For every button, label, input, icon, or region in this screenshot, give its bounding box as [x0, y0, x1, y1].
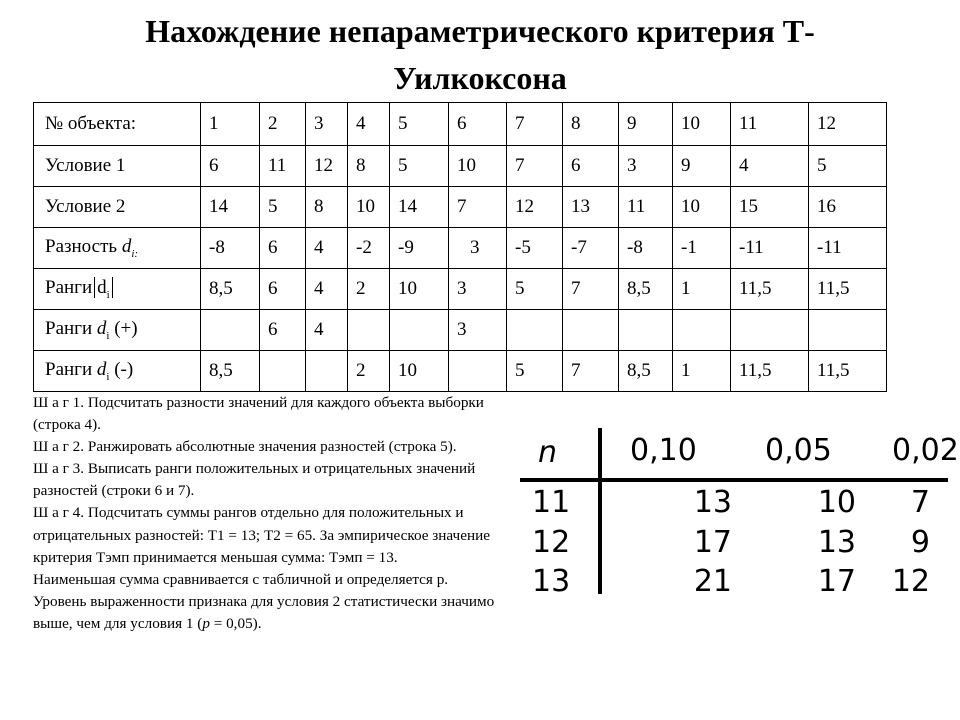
table-cell: 3	[449, 228, 507, 269]
table-cell: 7	[507, 146, 563, 187]
table-cell: 16	[809, 187, 887, 228]
table-cell: 7	[563, 351, 619, 392]
row-label-text: Условие 1	[45, 155, 126, 176]
step-text: Наименьшая сумма сравнивается с табличной и определяется р.	[33, 570, 449, 588]
critical-table-horizontal-rule	[520, 478, 948, 482]
critical-header-alpha: 0,10	[630, 433, 697, 468]
row-label-sub: i	[106, 370, 110, 383]
critical-value: 17	[693, 525, 732, 560]
table-cell: 7	[449, 187, 507, 228]
critical-value: 12	[891, 564, 930, 599]
table-cell: 8	[348, 146, 390, 187]
table-cell	[673, 310, 731, 351]
row-label	[34, 269, 201, 310]
p-variable: р	[202, 614, 210, 632]
row-label-text: Разность	[45, 236, 122, 258]
row-label	[34, 187, 201, 228]
table-cell: 1	[673, 351, 731, 392]
table-cell: 11	[619, 187, 673, 228]
table-cell: 5	[507, 351, 563, 392]
table-cell: 6	[449, 103, 507, 146]
table-cell: 9	[619, 103, 673, 146]
table-row	[34, 103, 887, 146]
table-cell: 11,5	[731, 351, 809, 392]
table-cell: 3	[619, 146, 673, 187]
critical-value: 13	[693, 485, 732, 520]
step-text: Ш а г 4. Подсчитать суммы рангов отдельно для положительных и отрицательных разностей: Т1 = 13; Т2 = 65. За эмпирическое значение критерия Тэмп принимается меньшая сумма: Тэмп = 13.	[33, 504, 490, 566]
critical-table-vertical-rule	[598, 428, 602, 594]
table-cell	[449, 351, 507, 392]
step-text: Ш а г 1. Подсчитать разности значений для каждого объекта выборки (строка 4).	[33, 394, 484, 434]
table-cell: 10	[390, 351, 449, 392]
row-label-sub: i	[106, 288, 110, 301]
table-cell: 10	[673, 187, 731, 228]
table-cell: 8,5	[201, 351, 260, 392]
table-cell	[563, 310, 619, 351]
row-label	[34, 146, 201, 187]
critical-value: 17	[817, 564, 856, 599]
table-cell: 8,5	[619, 351, 673, 392]
table-cell: -7	[563, 228, 619, 269]
row-label-text: Ранги	[45, 318, 97, 340]
row-label-suffix: (-)	[109, 359, 134, 381]
table-cell: -8	[201, 228, 260, 269]
table-cell: 1	[201, 103, 260, 146]
table-cell	[619, 310, 673, 351]
table-cell	[390, 310, 449, 351]
table-cell: 6	[201, 146, 260, 187]
row-label-sub: i:	[131, 247, 139, 260]
step-text: Ш а г 2. Ранжировать абсолютные значения разностей (строка 5).	[33, 438, 457, 456]
conclusion-text	[33, 591, 518, 635]
table-cell: -1	[673, 228, 731, 269]
table-cell: -2	[348, 228, 390, 269]
table-cell	[348, 310, 390, 351]
table-row	[34, 351, 887, 392]
step-text: Ш а г 3. Выписать ранги положительных и отрицательных значений разностей (строки 6 и 7).	[33, 460, 476, 500]
conclusion-before: Уровень выраженности признака для условия 2 статистически значимо выше, чем для условия 1 (	[33, 592, 495, 632]
table-cell: 3	[306, 103, 348, 146]
table-cell: 2	[260, 103, 306, 146]
row-label	[34, 103, 201, 146]
table-cell	[260, 351, 306, 392]
row-label-suffix: (+)	[109, 318, 138, 340]
table-cell	[731, 310, 809, 351]
table-cell: 8	[306, 187, 348, 228]
table-cell: 7	[507, 103, 563, 146]
row-label-text: Ранги	[45, 277, 93, 299]
table-cell: 6	[260, 310, 306, 351]
table-cell: 11	[731, 103, 809, 146]
table-cell: 4	[731, 146, 809, 187]
critical-header-alpha: 0,05	[765, 433, 832, 468]
table-cell: -5	[507, 228, 563, 269]
slide-title: Нахождение непараметрического критерия Т-Уилкоксона	[145, 13, 815, 96]
table-cell: 5	[390, 146, 449, 187]
table-cell	[306, 351, 348, 392]
abs-value	[94, 277, 113, 301]
conclusion-after: = 0,05).	[209, 614, 262, 632]
table-cell: -11	[731, 228, 809, 269]
table-cell: 8	[563, 103, 619, 146]
table-cell: 11,5	[809, 269, 887, 310]
table-cell: 5	[260, 187, 306, 228]
table-cell: 7	[563, 269, 619, 310]
table-cell: 2	[348, 351, 390, 392]
table-cell: 1	[673, 269, 731, 310]
row-label	[34, 351, 201, 392]
critical-value: 9	[910, 525, 930, 560]
table-cell: 8,5	[619, 269, 673, 310]
table-cell: 4	[306, 310, 348, 351]
table-cell: 12	[809, 103, 887, 146]
critical-value: 7	[910, 485, 930, 520]
row-label-var: d	[121, 236, 132, 258]
critical-row-n: 12	[532, 525, 571, 560]
table-cell: -9	[390, 228, 449, 269]
table-row	[34, 146, 887, 187]
table-cell: -8	[619, 228, 673, 269]
table-cell: 3	[449, 269, 507, 310]
table-cell: 5	[507, 269, 563, 310]
table-cell: 11,5	[809, 351, 887, 392]
row-label-text: № объекта:	[45, 113, 137, 134]
row-label	[34, 228, 201, 269]
critical-value: 13	[817, 525, 856, 560]
table-cell: 6	[563, 146, 619, 187]
table-cell: 9	[673, 146, 731, 187]
table-cell	[809, 310, 887, 351]
table-cell: 6	[260, 228, 306, 269]
table-cell: 4	[348, 103, 390, 146]
table-cell: 10	[449, 146, 507, 187]
row-label-var: d	[96, 318, 107, 340]
row-label-text: Ранги	[45, 359, 97, 381]
table-cell: 10	[673, 103, 731, 146]
row-label	[34, 310, 201, 351]
table-cell: 11	[260, 146, 306, 187]
critical-value: 10	[817, 485, 856, 520]
critical-row-n: 11	[532, 485, 571, 520]
table-cell: 11,5	[731, 269, 809, 310]
wilcoxon-rank-table	[33, 102, 887, 392]
table-row	[34, 269, 887, 310]
table-cell: 14	[390, 187, 449, 228]
critical-values-table	[520, 418, 959, 599]
table-cell: 13	[563, 187, 619, 228]
table-cell: 12	[507, 187, 563, 228]
procedure-steps	[33, 392, 518, 635]
table-cell: 4	[306, 269, 348, 310]
table-row	[34, 187, 887, 228]
table-cell: 14	[201, 187, 260, 228]
critical-row-n: 13	[532, 564, 571, 599]
table-cell: 5	[390, 103, 449, 146]
table-cell: 15	[731, 187, 809, 228]
row-label-var: d	[96, 359, 107, 381]
table-cell	[201, 310, 260, 351]
table-cell: 12	[306, 146, 348, 187]
table-cell: 3	[449, 310, 507, 351]
table-cell: 10	[348, 187, 390, 228]
table-cell: 5	[809, 146, 887, 187]
table-cell	[507, 310, 563, 351]
table-cell: 2	[348, 269, 390, 310]
table-cell: 10	[390, 269, 449, 310]
row-label-sub: i	[106, 329, 110, 342]
table-cell: 6	[260, 269, 306, 310]
table-row	[34, 228, 887, 269]
table-cell: 8,5	[201, 269, 260, 310]
row-label-var: d	[97, 277, 107, 299]
critical-header-n: n	[538, 435, 558, 470]
row-label-text: Условие 2	[45, 196, 126, 217]
table-cell: -11	[809, 228, 887, 269]
table-cell: 4	[306, 228, 348, 269]
critical-value: 21	[693, 564, 732, 599]
critical-header-alpha: 0,02	[892, 433, 959, 468]
table-row	[34, 310, 887, 351]
